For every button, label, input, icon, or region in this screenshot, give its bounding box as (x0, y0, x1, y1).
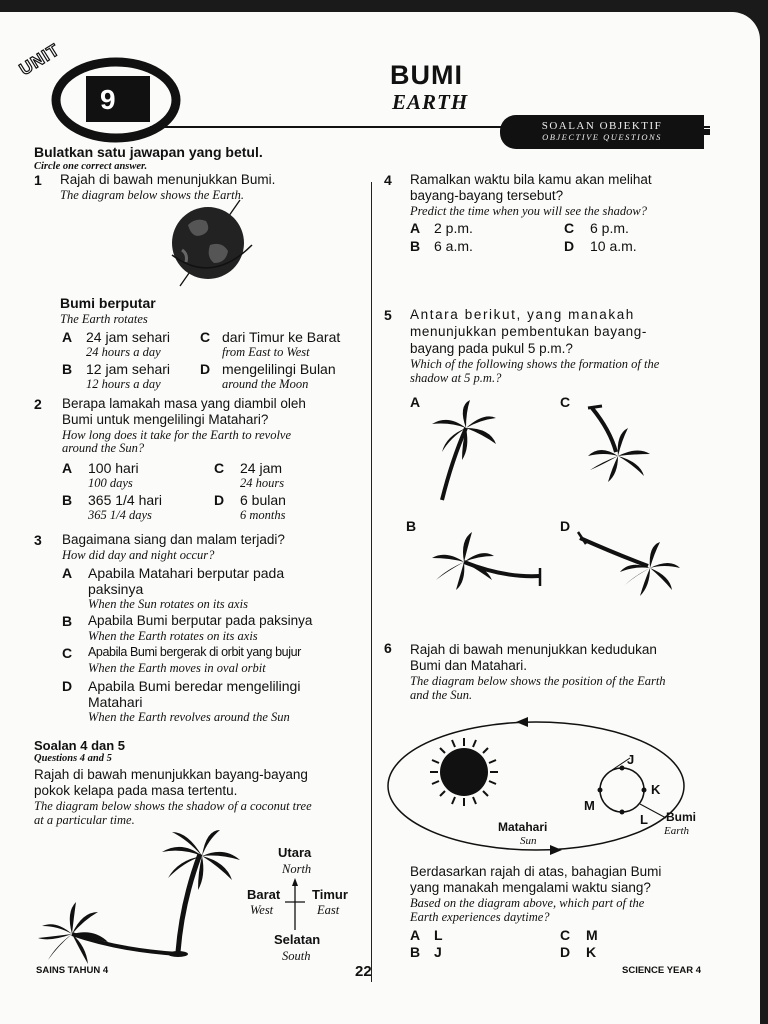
earth-point-j: J (627, 752, 635, 767)
instruction-en: Circle one correct answer. (34, 161, 148, 172)
q1-option-a-en: 24 hours a day (86, 345, 161, 359)
question-6-number: 6 (384, 640, 392, 656)
question-2-text-line1: Berapa lamakah masa yang diambil oleh (62, 396, 306, 411)
worksheet-page (0, 12, 760, 1024)
question-4-text-line2: bayang-bayang tersebut? (410, 188, 564, 203)
q2-option-d[interactable]: 6 bulan (240, 492, 286, 508)
q2-option-d-letter[interactable]: D (214, 492, 225, 508)
q3-option-b-letter[interactable]: B (62, 613, 73, 629)
sun-label-en: Sun (520, 835, 537, 847)
objective-questions-tab (500, 115, 704, 149)
q6-option-b[interactable]: J (434, 944, 442, 960)
q3-option-c[interactable]: Apabila Bumi bergerak di orbit yang bujur (88, 645, 301, 659)
unit-number: 9 (100, 84, 116, 115)
q5-option-c-letter[interactable]: C (560, 394, 571, 410)
q1-option-c-letter[interactable]: C (200, 329, 211, 345)
q2-option-b-en: 365 1/4 days (88, 508, 152, 522)
question-2-text-en-line1: How long does it take for the Earth to revolve (62, 428, 292, 442)
q4-option-d-letter[interactable]: D (564, 238, 575, 254)
questions-4-5-heading-en: Questions 4 and 5 (34, 753, 112, 764)
q5-option-c-tree-icon[interactable] (586, 404, 656, 484)
q4-option-b[interactable]: 6 a.m. (434, 238, 473, 254)
question-6-ask-en-line2: Earth experiences daytime? (410, 910, 550, 924)
q2-option-a-en: 100 days (88, 476, 133, 490)
compass-north: Utara (278, 845, 312, 860)
q2-option-b-letter[interactable]: B (62, 492, 73, 508)
question-5-text-line3: bayang pada pukul 5 p.m.? (410, 341, 573, 356)
q1-option-c-en: from East to West (222, 345, 310, 359)
q1-option-a[interactable]: 24 jam sehari (86, 329, 171, 345)
compass-west-en: West (250, 903, 274, 917)
q3-option-c-letter[interactable]: C (62, 645, 73, 661)
earth-point-m: M (584, 798, 595, 813)
question-1-caption-en: The Earth rotates (60, 312, 148, 326)
question-4-text-line1: Ramalkan waktu bila kamu akan melihat (410, 172, 652, 187)
q6-option-a[interactable]: L (434, 927, 443, 943)
question-5-text-line1: Antara berikut, yang manakah (410, 307, 635, 322)
q6-option-d[interactable]: K (586, 944, 597, 960)
q1-option-c[interactable]: dari Timur ke Barat (222, 329, 341, 345)
question-4-text-en: Predict the time when you will see the shadow? (410, 204, 647, 218)
question-6-text-en-line2: and the Sun. (410, 688, 473, 702)
q5-option-d-tree-icon[interactable] (576, 530, 686, 605)
sun-label: Matahari (498, 820, 548, 834)
compass-west: Barat (247, 887, 281, 902)
earth-globe-icon (160, 200, 260, 286)
q2-option-a[interactable]: 100 hari (88, 460, 139, 476)
tab-label-ms: SOALAN OBJEKTIF (541, 120, 663, 132)
question-3-text-en: How did day and night occur? (62, 548, 215, 562)
q3-option-b[interactable]: Apabila Bumi berputar pada paksinya (88, 613, 313, 628)
question-1-caption: Bumi berputar (60, 295, 156, 311)
q6-option-c-letter[interactable]: C (560, 927, 571, 943)
page-number: 22 (355, 963, 372, 980)
compass-south: Selatan (274, 932, 321, 947)
earth-label-en: Earth (664, 825, 690, 837)
q2-option-b[interactable]: 365 1/4 hari (88, 492, 162, 508)
unit-label: UNIT (16, 39, 64, 80)
q3-option-d-letter[interactable]: D (62, 678, 73, 694)
q3-option-a[interactable]: Apabila Matahari berputar pada (88, 565, 285, 581)
q3-option-c-en: When the Earth moves in oval orbit (88, 661, 266, 675)
question-5-number: 5 (384, 307, 392, 323)
q4-option-d[interactable]: 10 a.m. (590, 238, 637, 254)
q3-option-a-en: When the Sun rotates on its axis (88, 597, 248, 611)
q1-option-b-letter[interactable]: B (62, 361, 73, 377)
instruction-ms: Bulatkan satu jawapan yang betul. (34, 144, 263, 160)
q1-option-d-en: around the Moon (222, 377, 309, 391)
compass-east-en: East (317, 903, 340, 917)
footer-right: SCIENCE YEAR 4 (622, 965, 702, 976)
q1-option-d-letter[interactable]: D (200, 361, 211, 377)
question-5-text-line2: menunjukkan pembentukan bayang- (410, 324, 647, 339)
question-6-ask-line1: Berdasarkan rajah di atas, bahagian Bumi (410, 864, 662, 879)
q6-option-d-letter[interactable]: D (560, 944, 571, 960)
q2-option-a-letter[interactable]: A (62, 460, 73, 476)
tab-marker (704, 129, 710, 135)
q6-option-b-letter[interactable]: B (410, 944, 421, 960)
question-1-text: Rajah di bawah menunjukkan Bumi. (60, 172, 276, 187)
q5-option-a-tree-icon[interactable] (430, 402, 500, 502)
q3-option-b-en: When the Earth rotates on its axis (88, 629, 258, 643)
compass-south-en: South (282, 949, 311, 963)
q4-option-c[interactable]: 6 p.m. (590, 220, 629, 236)
sun-icon (430, 738, 498, 806)
q2-option-d-en: 6 months (240, 508, 286, 522)
question-1-number: 1 (34, 172, 42, 188)
q1-option-a-letter[interactable]: A (62, 329, 73, 345)
q3-option-d-cont[interactable]: Matahari (88, 694, 143, 710)
earth-point-k: K (651, 782, 661, 797)
q5-option-a-letter[interactable]: A (410, 394, 421, 410)
question-5-text-en-line1: Which of the following shows the formation of the (410, 357, 660, 371)
q4-option-b-letter[interactable]: B (410, 238, 421, 254)
column-divider (371, 182, 372, 982)
questions-4-5-heading: Soalan 4 dan 5 (34, 738, 126, 753)
questions-4-5-stem-line1: Rajah di bawah menunjukkan bayang-bayang (34, 767, 308, 782)
q4-option-a[interactable]: 2 p.m. (434, 220, 473, 236)
question-5-text-en-line2: shadow at 5 p.m.? (410, 371, 502, 385)
q6-option-a-letter[interactable]: A (410, 927, 421, 943)
q4-option-a-letter[interactable]: A (410, 220, 421, 236)
question-6-text-line1: Rajah di bawah menunjukkan kedudukan (410, 642, 657, 657)
question-4-number: 4 (384, 172, 392, 188)
tab-label-en: OBJECTIVE QUESTIONS (542, 132, 662, 142)
q2-option-c-en: 24 hours (240, 476, 285, 490)
questions-4-5-stem-en-line1: The diagram below shows the shadow of a coconut tree (34, 799, 312, 813)
question-3-number: 3 (34, 532, 42, 548)
q2-option-c[interactable]: 24 jam (240, 460, 283, 476)
questions-4-5-stem-line2: pokok kelapa pada masa tertentu. (34, 783, 238, 798)
q6-option-c[interactable]: M (586, 927, 598, 943)
q4-option-c-letter[interactable]: C (564, 220, 575, 236)
q1-option-b[interactable]: 12 jam sehari (86, 361, 171, 377)
q5-option-b-letter[interactable]: B (406, 518, 417, 534)
q5-option-d-letter[interactable]: D (560, 518, 571, 534)
q2-option-c-letter[interactable]: C (214, 460, 225, 476)
q3-option-d-en: When the Earth revolves around the Sun (88, 710, 290, 724)
question-3-text: Bagaimana siang dan malam terjadi? (62, 532, 285, 547)
question-2-text-en-line2: around the Sun? (62, 441, 145, 455)
compass-east: Timur (312, 887, 348, 902)
earth-point-l: L (640, 812, 648, 827)
compass-north-en: North (282, 862, 312, 876)
q1-option-b-en: 12 hours a day (86, 377, 161, 391)
question-2-text-line2: Bumi untuk mengelilingi Matahari? (62, 412, 269, 427)
question-6-text-line2: Bumi dan Matahari. (410, 658, 528, 673)
coconut-tree-shadow-diagram (40, 830, 250, 965)
page-title: BUMI (390, 60, 463, 90)
q3-option-d[interactable]: Apabila Bumi beredar mengelilingi (88, 678, 301, 694)
question-6-ask-en-line1: Based on the diagram above, which part of the (410, 896, 645, 910)
q5-option-b-tree-icon[interactable] (432, 528, 552, 598)
q3-option-a-letter[interactable]: A (62, 565, 73, 581)
question-6-ask-line2: yang manakah mengalami waktu siang? (410, 880, 651, 895)
q3-option-a-cont[interactable]: paksinya (88, 581, 144, 597)
q1-option-d[interactable]: mengelilingi Bulan (222, 361, 336, 377)
earth-label: Bumi (666, 810, 696, 824)
question-6-text-en-line1: The diagram below shows the position of the Earth (410, 674, 666, 688)
page-subtitle: EARTH (392, 90, 469, 114)
questions-4-5-stem-en-line2: at a particular time. (34, 813, 135, 827)
compass-cross-icon (285, 878, 305, 932)
footer-left: SAINS TAHUN 4 (36, 965, 109, 976)
question-1-text-en: The diagram below shows the Earth. (60, 188, 245, 202)
question-2-number: 2 (34, 396, 42, 412)
